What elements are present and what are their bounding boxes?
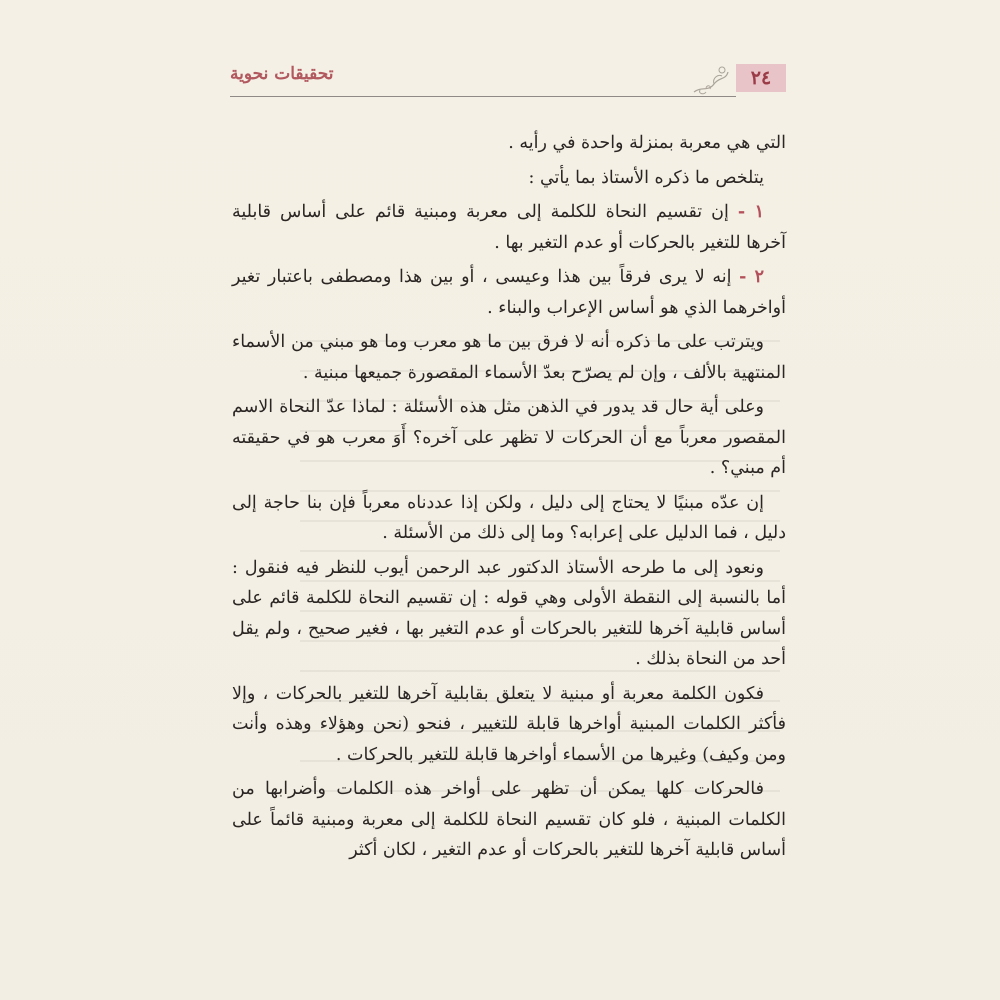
paragraph: وعلى أية حال قد يدور في الذهن مثل هذه الأسئلة : لماذا عدّ النحاة الاسم المقصور معرباً مع أن الحركات لا تظهر على آخره؟ أَوَ معرب هو في حقيقته أم مبني؟ . [232,397,786,478]
page-number: ٢٤ [750,67,772,89]
list-item: ١ - إن تقسيم النحاة للكلمة إلى معربة ومبنية قائم على أساس قابلية آخرها للتغير بالحركات أو عدم التغير بها . [232,202,786,253]
floral-ornament-icon [692,62,732,96]
paragraph: ويترتب على ما ذكره أنه لا فرق بين ما هو معرب وما هو مبني من الأسماء المنتهية بالألف ، وإن لم يصرّح بعدّ الأسماء المقصورة جميعها مبنية . [232,332,786,383]
body-text [232,128,786,870]
paragraph: ونعود إلى ما طرحه الأستاذ الدكتور عبد الرحمن أيوب للنظر فيه فنقول : أما بالنسبة إلى النقطة الأولى وهي قوله : إن تقسيم النحاة للكلمة قائم على أساس قابلية آخرها للتغير بالحركات أو عدم التغير بها ، فغير صحيح ، ولم يقل أحد من النحاة بذلك . [232,557,786,669]
running-title: تحقيقات نحوية [230,64,334,84]
list-number: ١ - [737,202,764,222]
header-rule [230,96,736,97]
list-item: ٢ - إنه لا يرى فرقاً بين هذا وعيسى ، أو بين هذا ومصطفى باعتبار تغير أواخرهما الذي هو أساس الإعراب والبناء . [232,267,786,318]
paragraph: التي هي معربة بمنزلة واحدة في رأيه . [508,133,786,153]
paragraph: فكون الكلمة معربة أو مبنية لا يتعلق بقابلية آخرها للتغير بالحركات ، وإلا فأكثر الكلمات المبنية أواخرها قابلة للتغيير ، فنحو (نحن وهؤلاء وهذه وأنت ومن وكيف) وغيرها من الأسماء أواخرها قابلة للتغير بالحركات . [232,683,786,765]
paragraph: إن عدّه مبنيًا لا يحتاج إلى دليل ، ولكن إذا عددناه معرباً فإن بنا حاجة إلى دليل ، فما الدليل على إعرابه؟ وما إلى ذلك من الأسئلة . [232,492,786,543]
list-number: ٢ - [739,267,764,287]
paragraph: فالحركات كلها يمكن أن تظهر على أواخر هذه الكلمات وأضرابها من الكلمات المبنية ، فلو كان تقسيم النحاة للكلمة إلى معربة ومبنية قائماً على أساس قابلية آخرها للتغير بالحركات أو عدم التغير ، لكان أكثر [232,779,786,860]
page-number-badge [736,64,786,92]
page-header [230,62,786,98]
paragraph: يتلخص ما ذكره الأستاذ بما يأتي : [528,167,764,188]
